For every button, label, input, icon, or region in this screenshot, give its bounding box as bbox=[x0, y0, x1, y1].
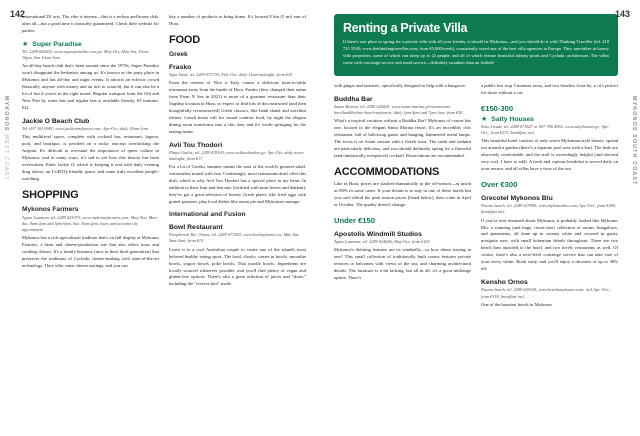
side-tab-left bbox=[3, 96, 9, 181]
poi-super-paradise bbox=[22, 35, 159, 49]
poi-bowl-meta: Periphereal Rd., Ornos; tel. 2289 077659; www.bowlmykonos.co; Mar.-Sat. 9am-2am; from €15 bbox=[169, 232, 300, 244]
poi-frasko-meta: Agia Anna; tel. 2289 073730; Feb.-Oct, daily 11am-midnight; from €15 bbox=[169, 71, 293, 77]
poi-apostolis-title: Apostolis Windmill Studios bbox=[334, 230, 422, 238]
poi-mykonos-blu-body: If you've ever dreamed about Mykonos, it probably looked like Mykonos Blu, a stunning (and huge, resort-size) collection of rooms, bungalows, and apartments, all done up in creamy white and covered in gauzy mosquito nets, with small bohemian details throughout. There are two beach bars attached to the hotel, and two lovely restaurants as well. Of course, there's also a next-level concierge service that can take care of your every whim. Book early, and you'll enjoy a discount of up to 30% off. bbox=[481, 217, 618, 272]
poi-super-paradise-body: An all-day beach club that's been around since the 1970s, Super Paradise won't disappoint the hedonists among us. It's known as the party place in Mykonos and has all-day and night events. It attracts an eclectic crowd (basically, anyone with money and an itch to scratch), but it can also be a lot of fun if you're in the right mood. Regular transport from the Old and New Port by water bus and regular bus is available (hourly, €5 minutes; €2). bbox=[22, 63, 159, 111]
left-column-1 bbox=[22, 14, 159, 288]
poi-apostolis-meta: Agios Loannou; tel. 2289 024606; May-Oct; from €120 bbox=[334, 238, 430, 244]
heading-shopping: SHOPPING bbox=[22, 189, 79, 202]
right-col1-lead: with ginger and turmeric, specifically designed to help with a hangover. bbox=[334, 82, 466, 88]
heading-food: FOOD bbox=[169, 33, 200, 46]
poi-frasko-title: Frasko bbox=[169, 63, 192, 71]
page-number-left: 142 bbox=[10, 9, 26, 19]
poi-avli-tou-thodori-meta: Platys Gialos; tel. 2289 078100; www.avlitouthodori.gr; Apr.-Oct, daily noon-midnight; from €17 bbox=[169, 149, 305, 162]
accommodations-body: Like in Hora, prices are slashed dramatically in the off-season—as much as 80% in some cases. If your dream is to stay in one of these hotels but you can't afford the peak season prices (listed below), then come in April or October. The quality doesn't change. bbox=[334, 181, 471, 207]
poi-super-paradise-meta: Tel. 2289 026002; www.superparadise.com.gr; May-Oct, Mon-Sat, 10am-10pm, Sun 10am-3am bbox=[22, 48, 150, 61]
poi-salty-houses-meta: Kato Livadi; tel. 2289 073627 or 697 786 4092; www.saltyhouses.gr; Apr.-Oct.; from €272, breakfast incl. bbox=[481, 123, 610, 136]
left-col1-intro: international DJ acts. The vibe is intense—this is a techno and house club, after all—but a good time is basically guaranteed. Check their website for parties. bbox=[22, 14, 159, 33]
side-tab-right-main: MYKONOS bbox=[631, 96, 637, 132]
poi-salty-houses-body: This beautiful hotel consists of only seven Mykonian-style homes, spread out around a garden (there's a separate pool area with a bar). The beds are obscenely comfortable, and the staff is exceedingly helpful (and dressed very cool, I have to add). A fresh and copious breakfast is served daily on your terrace, and all villas have a view of the sea. bbox=[481, 138, 618, 172]
right-columns bbox=[334, 83, 618, 309]
poi-mykonos-blu-meta: Psarou beach; tel. 2289 027900; www.mykonosblu.com; Apr.-Oct.; from €400, breakfast incl. bbox=[481, 203, 617, 215]
poi-avli-tou-thodori-body: For a lot of Greeks, summer means the start of the world's greatest salad: watermelon mixed with feta. Confusingly, most restaurants don't offer this dish, which is why Avli Tou Thodori has a special place in my heart. In addition to their fruit and feta mix (fortified with mint leaves and dukkan), they've got a great selection of homey Greek plates, like fried eggs with grated potatoes, plus local dishes like onion pie and Mykonian sausage. bbox=[169, 164, 306, 205]
poi-jackie-o-body: This multilevel space, complete with cocktail bar, restaurant, lagoon, pool, and boutique, is perched on a rocky outcrop overlooking the Aegean. It's difficult to overstate the importance of queer culture in Mykonos, and in many ways, it's sad to see how this history has been overwritten. Enter Jackie O, which is keeping it real with daily evening drag shows, an LGBTQ-friendly space, and some truly excellent people-watching. bbox=[22, 134, 159, 182]
feature-box-renting-villa bbox=[334, 14, 618, 76]
side-tab-right-sub: SOUTH COAST bbox=[631, 134, 637, 186]
heading-accommodations: ACCOMMODATIONS bbox=[334, 166, 440, 179]
poi-buddha-bar-body: What's a tropical vacation without a Buddha Bar? Mykonos of course has one, located in the elegant Santa Marina resort. It's an incredibly chic restaurant, full of billowing gauze and hanging, hammered metal lamps. The focus is on Asian cuisine with a Greek twist. The sushi and sashimi are particularly delicious, and you should definitely spring for a flavorful (and fantastically overpriced) cocktail. Reservations are recommended. bbox=[334, 118, 471, 159]
poi-super-paradise-title: Super Paradise bbox=[32, 40, 82, 48]
poi-kensho-ornos-body: One of the buzziest hotels in Mykonos bbox=[481, 301, 552, 307]
price-band-under-150: Under €150 bbox=[334, 215, 375, 225]
left-column-2 bbox=[169, 14, 306, 288]
side-tab-left-sub: WEST COAST bbox=[3, 134, 9, 181]
poi-kensho-ornos-title: Kensho Ornos bbox=[481, 279, 528, 287]
page-number-right: 143 bbox=[614, 9, 630, 19]
food-subheading-fusion: International and Fusion bbox=[169, 211, 246, 219]
poi-mykonos-blu-title: Grecotel Mykonos Blu bbox=[481, 195, 553, 203]
shopping-subheading: Mykonos Farmers bbox=[22, 206, 79, 214]
food-subheading-greek: Greek bbox=[169, 50, 188, 58]
right-page bbox=[320, 0, 640, 436]
feature-box-title: Renting a Private Villa bbox=[343, 21, 468, 35]
right-column-1 bbox=[334, 83, 471, 309]
shopping-body: Mykonos has a rich agricultural tradition that's on full display at Mykonos Farmers, a farm and cheese-production site that also offers tours and cooking classes. It's a family business (now in their third generation) that preserves the traditions of Cycladic cheese-making with state-of-the-art technology. They offer some cheese tastings, and you can bbox=[22, 235, 159, 269]
star-icon: ★ bbox=[22, 40, 29, 48]
price-band-over-300: Over €300 bbox=[481, 180, 518, 190]
right-col2-lead: a public bus stop 5 minutes away, and two beaches close by, so it's perfect for those without a car. bbox=[481, 82, 618, 95]
price-band-150-300: €150-300 bbox=[481, 103, 514, 113]
feature-box-body: If there's one place to spring for a private villa with all your friends, it should be Mykonos—and you should do it with Thinking Traveller (tel. 210 721 5530; www.thethinkingtraveller.com; from €5,000/week), consistently voted one of the best villa agencies in Europe. They specialize in luxury villa properties, some of which can sleep up to 22 people, and all of which feature beautiful infinity pools and Cycladic architecture. The villas come with concierge service and maid service—definitely swankier than an Airbnb! bbox=[343, 39, 609, 65]
left-col2-intro: buy a number of products to bring home. It's located 8 km (5 mi) east of Hora. bbox=[169, 14, 306, 26]
poi-avli-tou-thodori-title: Avli Tou Thodori bbox=[169, 141, 223, 149]
poi-buddha-bar-title: Buddha Bar bbox=[334, 95, 373, 103]
poi-frasko-body: From the owners of Nice n Easy comes a delicious farm-to-table restaurant away from the bustle of Hora. Frasko (they changed their name from Farm N Sea in 2021) is more of a gourmet restaurant than their flagship location in Hora, so expect to find lots of deconstructed (and then thoughtfully reconstructed) Greek classics, like lamb shank and zucchini fritters. Lunch hours call for casual comfort food; by night the elegant dining room transforms into a chic den, and it's worth springing for the tasting menu. bbox=[169, 80, 306, 134]
poi-jackie-o-meta: Tel. 697 301 0981; www.jackieomykonos.com; Apr.-Oct, daily 10am-1am bbox=[22, 126, 148, 132]
left-columns bbox=[22, 14, 306, 288]
side-tab-right bbox=[631, 96, 637, 186]
poi-jackie-o-title: Jackie O Beach Club bbox=[22, 118, 90, 126]
poi-buddha-bar-meta: Santa Marina; tel. 2289 026025; www.santa-marina.gr/restaurants-bars/buddha-bar-beach-mykonos; daily 1pm-4pm and 7pm-1am; from €20 bbox=[334, 103, 463, 116]
poi-bowl-body: Leave it to a cool Australian couple to create one of the island's most beloved healthy eating spots. The food, clearly, comes in bowls: smoothie bowls, yogurt bowls, poke bowls, Thai noodle bowls. Ingredients are locally sourced whenever possible, and you'll find plenty of vegan and gluten-free options. There's also a great selection of juices and "shots," including the "reviver shot" made bbox=[169, 246, 306, 287]
poi-salty-houses-title: Salty Houses bbox=[491, 115, 534, 123]
star-icon: ★ bbox=[481, 115, 488, 123]
poi-apostolis-body: Mykonos's defining features are its windmills—so how about staying in one? This small collection of traditionally built rooms features private terraces or balconies with views of the sea, and charming architectural details. The furniture is a bit lacking, but all in all, it's a great midrange option. There's bbox=[334, 247, 471, 281]
right-column-2 bbox=[481, 83, 618, 309]
side-tab-left-main: MYKONOS bbox=[3, 96, 9, 132]
poi-salty-houses bbox=[481, 114, 618, 124]
poi-kensho-ornos-meta: Psarou beach; tel. 2289 029100; www.kenshomykonos.com; incl.Apr.-Oct.; from €318, breakfast incl. bbox=[481, 287, 611, 299]
shopping-meta: Agiou Loannou, tel. 2289 023970; www.mykonosfarmers.com; May-Nov, Mon.-Sat. 9am-2pm and 5pm-9pm, Sun. 8am-2pm, tours and activities by appointment bbox=[22, 214, 159, 233]
poi-bowl-title: Bowl Restaurant bbox=[169, 224, 223, 232]
